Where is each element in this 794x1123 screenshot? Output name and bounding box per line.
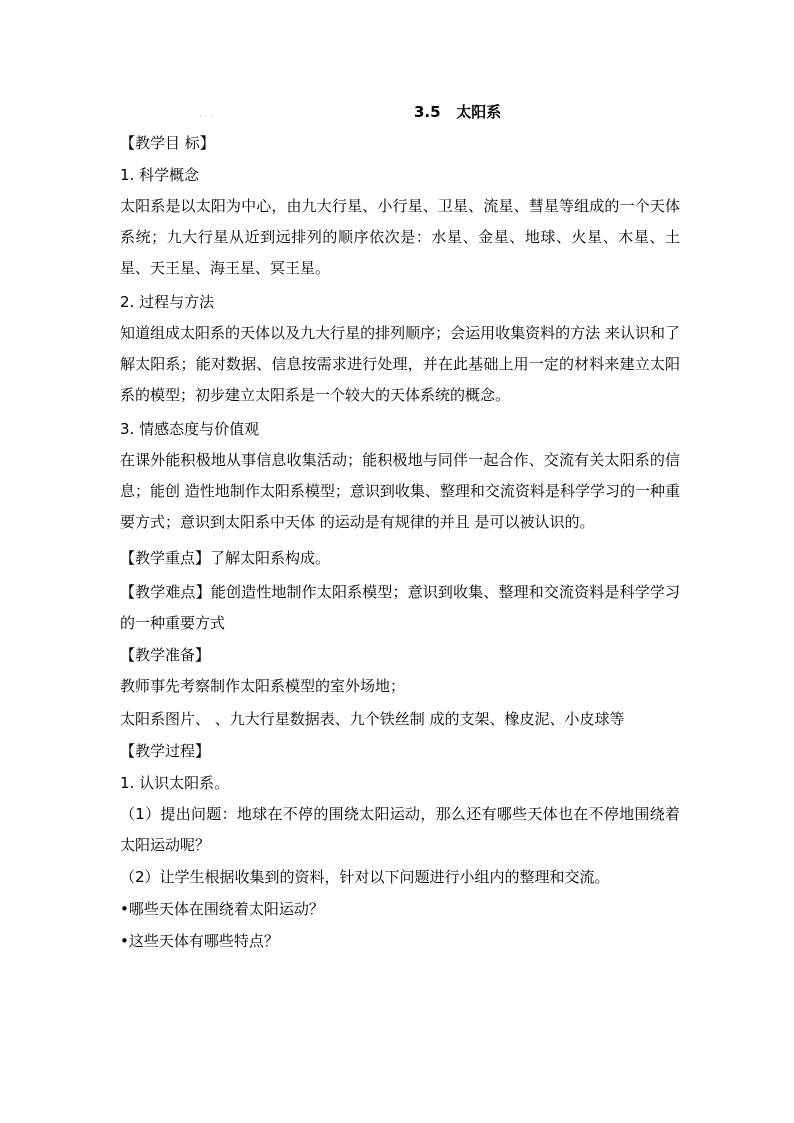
bullet-item: •哪些天体在围绕着太阳运动？ [120,900,324,918]
decorative-dots: · · [199,112,217,122]
paragraph-process: 知道组成太阳系的天体以及九大行星的排列顺序；会运用收集资料的方法 来认识和了 解太阳系；能对数据、信息按需求进行处理，并在此基础上用一定的材料来建立太阳系的模型；初步建立太阳系是一个较大的天体系统的概念。 [120,324,680,404]
paragraph-preparation-site: 教师事先考察制作太阳系模型的室外场地； [120,677,406,695]
document-body [120,127,680,957]
section-difficulties: 【教学难点】能创造性地制作太阳系模型；意识到收集、整理和交流资料是科学学习的一种重要方式 [120,583,680,632]
paragraph-preparation-materials: 太阳系图片、 、九大行星数据表、九个铁丝制 成的支架、橡皮泥、小皮球等 [120,710,625,728]
step-question: （1）提出问题：地球在不停的围绕太阳运动，那么还有哪些天体也在不停地围绕着太阳运动呢？ [120,805,680,854]
subheading-process: 2. 过程与方法 [120,293,215,311]
section-key-points: 【教学重点】了解太阳系构成。 [120,549,331,567]
step-discussion: （2）让学生根据收集到的资料，针对以下问题进行小组内的整理和交流。 [120,868,610,886]
step-know-solar-system: 1. 认识太阳系。 [120,774,230,792]
paragraph-concepts: 太阳系是以太阳为中心，由九大行星、小行星、卫星、流星、彗星等组成的一个天体系统；九大行星从近到远排列的顺序依次是：水星、金星、地球、火星、木星、土星、天王星、海王星、冥王星。 [120,197,680,277]
section-heading-preparation: 【教学准备】 [120,646,211,664]
document-title: 3.5 太阳系 [414,103,502,121]
section-heading-objectives: 【教学目 标】 [120,134,215,152]
section-heading-process: 【教学过程】 [120,742,211,760]
subheading-concepts: 1. 科学概念 [120,166,200,184]
bullet-item: •这些天体有哪些特点？ [120,932,279,950]
subheading-attitude: 3. 情感态度与价值观 [120,420,260,438]
paragraph-attitude: 在课外能积极地从事信息收集活动；能积极地与同伴一起合作、交流有关太阳系的信息；能创 造性地制作太阳系模型；意识到收集、整理和交流资料是科学学习的一种重要方式；意识到太阳系中天体 的运动是有规律的并且 是可以被认识的。 [120,451,680,531]
